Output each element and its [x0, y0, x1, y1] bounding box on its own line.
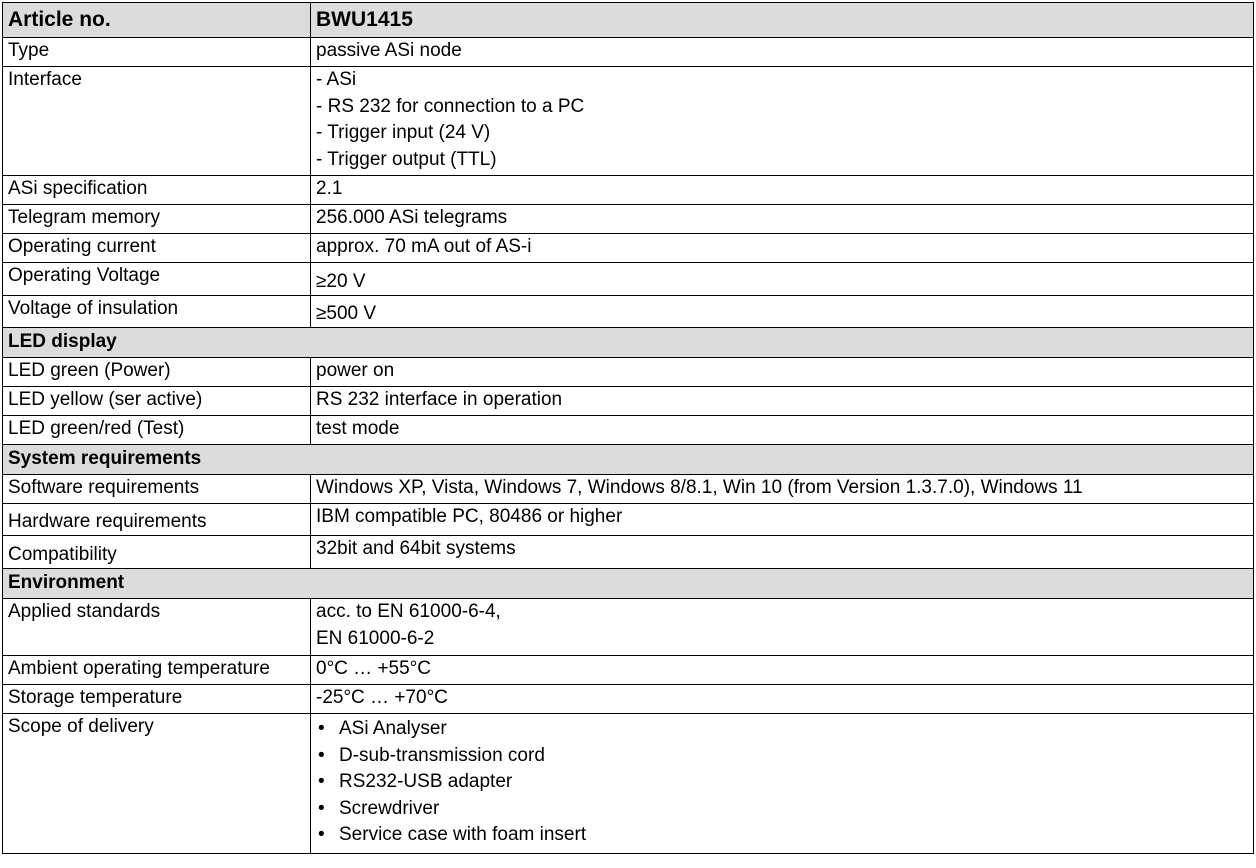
row-value: Windows XP, Vista, Windows 7, Windows 8/8.1, Win 10 (from Version 1.3.7.0), Windows 11 — [311, 475, 1254, 504]
value-line: - ASi — [316, 69, 357, 90]
section-title: System requirements — [3, 445, 1254, 475]
row-value: 32bit and 64bit systems — [311, 536, 1254, 569]
row-value: approx. 70 mA out of AS-i — [311, 234, 1254, 263]
row-value: 0°C … +55°C — [311, 656, 1254, 685]
value-line: - Trigger input (24 V) — [316, 122, 491, 143]
article-no-value: BWU1415 — [311, 3, 1254, 38]
row-label: LED green (Power) — [3, 358, 311, 387]
row-label: Type — [3, 38, 311, 67]
table-row — [3, 296, 1254, 328]
row-label: Operating current — [3, 234, 311, 263]
table-row — [3, 38, 1254, 67]
row-value: 2.1 — [311, 176, 1254, 205]
row-label: Compatibility — [3, 536, 311, 569]
row-value: -25°C … +70°C — [311, 685, 1254, 714]
technical-data-table — [2, 2, 1254, 854]
list-item: • D-sub-transmission cord — [318, 744, 545, 766]
value-line: EN 61000-6-2 — [316, 627, 435, 649]
table-row-delivery — [3, 714, 1254, 854]
row-label: Applied standards — [3, 599, 311, 656]
row-label: Software requirements — [3, 475, 311, 504]
table-row — [3, 536, 1254, 569]
section-header-system — [3, 445, 1254, 475]
table-row — [3, 67, 1254, 176]
row-label: Voltage of insulation — [3, 296, 311, 328]
row-label: Scope of delivery — [3, 714, 311, 854]
list-item: • RS232-USB adapter — [318, 771, 513, 792]
table-row — [3, 475, 1254, 504]
row-value: RS 232 interface in operation — [311, 387, 1254, 416]
section-header-led — [3, 328, 1254, 358]
value-line: - RS 232 for connection to a PC — [316, 95, 585, 117]
row-value: passive ASi node — [311, 38, 1254, 67]
row-value: test mode — [311, 416, 1254, 445]
row-label: LED yellow (ser active) — [3, 387, 311, 416]
row-label: Telegram memory — [3, 205, 311, 234]
table-row — [3, 176, 1254, 205]
value-line: - Trigger output (TTL) — [316, 148, 497, 170]
section-title: Environment — [3, 569, 1254, 599]
list-item: • Service case with foam insert — [318, 824, 587, 845]
row-value: ≥20 V — [311, 263, 1254, 296]
row-label: Operating Voltage — [3, 263, 311, 296]
row-value: ≥500 V — [311, 296, 1254, 328]
value-line: acc. to EN 61000-6-4, — [316, 601, 501, 622]
row-label: Storage temperature — [3, 685, 311, 714]
row-label: LED green/red (Test) — [3, 416, 311, 445]
table-header-row — [3, 3, 1254, 38]
table-row — [3, 416, 1254, 445]
row-label: ASi specification — [3, 176, 311, 205]
row-label: Interface — [3, 67, 311, 176]
table-row — [3, 599, 1254, 656]
table-row — [3, 263, 1254, 296]
row-value — [311, 67, 1254, 176]
table-row — [3, 387, 1254, 416]
table-row — [3, 656, 1254, 685]
section-header-environment — [3, 569, 1254, 599]
table-row — [3, 234, 1254, 263]
article-no-label: Article no. — [3, 3, 311, 38]
table-row — [3, 685, 1254, 714]
row-value — [311, 599, 1254, 656]
list-item: • Screwdriver — [318, 797, 440, 819]
row-value: IBM compatible PC, 80486 or higher — [311, 504, 1254, 536]
table-row — [3, 205, 1254, 234]
row-label: Ambient operating temperature — [3, 656, 311, 685]
row-value: 256.000 ASi telegrams — [311, 205, 1254, 234]
section-title: LED display — [3, 328, 1254, 358]
list-item: • ASi Analyser — [318, 718, 447, 739]
table-row — [3, 358, 1254, 387]
row-label: Hardware requirements — [3, 504, 311, 536]
delivery-list — [311, 714, 1254, 854]
row-value: power on — [311, 358, 1254, 387]
table-row — [3, 504, 1254, 536]
